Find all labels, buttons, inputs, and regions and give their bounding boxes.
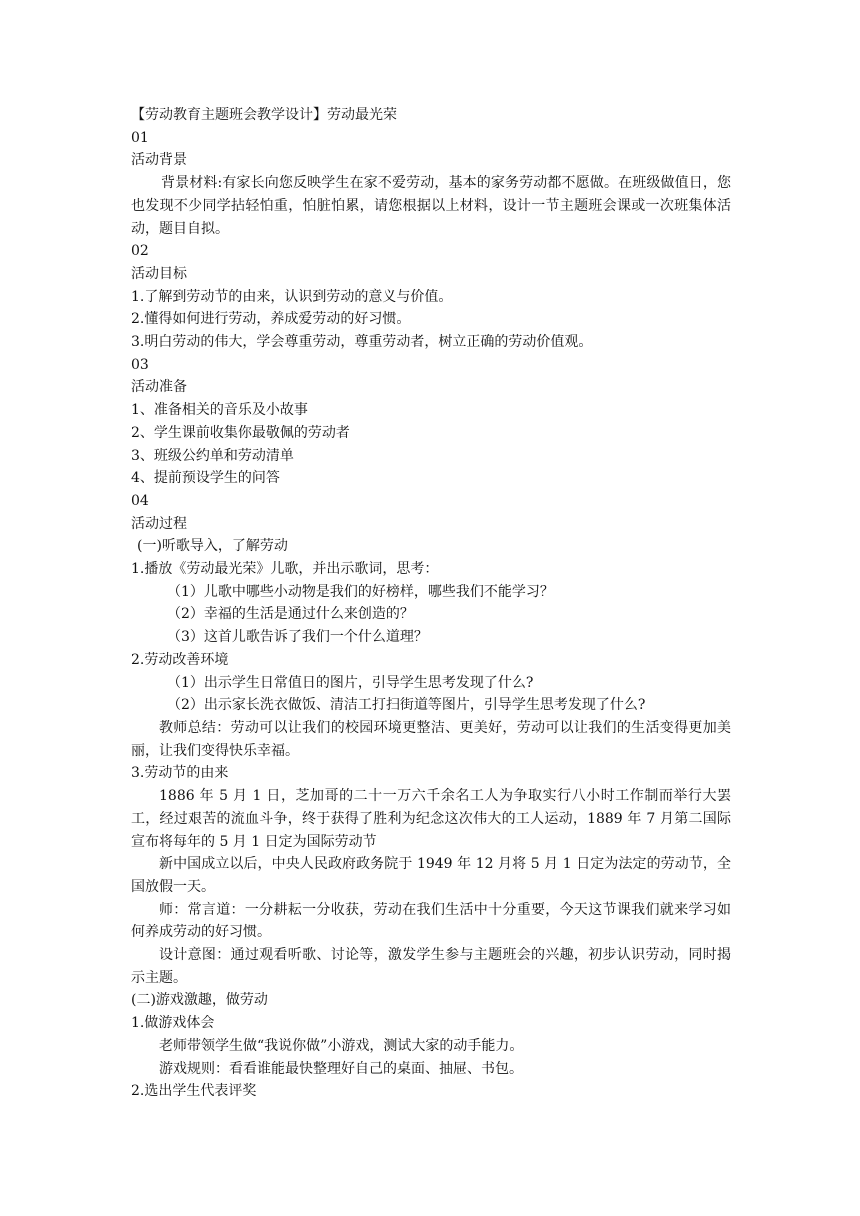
game-rules: 游戏规则：看看谁能最快整理好自己的桌面、抽屉、书包。: [159, 1060, 523, 1077]
section-heading: 活动背景: [131, 152, 187, 169]
preparation-item: 2、学生课前收集你最敬佩的劳动者: [131, 424, 350, 441]
step-title: 1.做游戏体会: [131, 1015, 215, 1032]
question-item: （2）幸福的生活是通过什么来创造的？: [167, 606, 414, 623]
step-title: 3.劳动节的由来: [131, 765, 229, 782]
step-title: 2.选出学生代表评奖: [131, 1083, 257, 1100]
step-title: 2.劳动改善环境: [131, 651, 229, 668]
section-number: 02: [131, 243, 149, 260]
section-number: 04: [131, 492, 149, 509]
objective-item: 1.了解到劳动节的由来，认识到劳动的意义与价值。: [131, 288, 453, 305]
objective-item: 2.懂得如何进行劳动，养成爱劳动的好习惯。: [131, 311, 411, 328]
section-heading: 活动目标: [131, 265, 187, 282]
document-title: 【劳动教育主题班会教学设计】劳动最光荣: [131, 107, 397, 123]
background-paragraph: 背景材料:有家长向您反映学生在家不爱劳动，基本的家务劳动都不愿做。在班级做值日，您也发现不少同学拈轻怕重，怕脏怕累，请您根据以上材料，设计一节主题班会课或一次班集体活动，题目自拟。: [131, 175, 731, 237]
preparation-item: 4、提前预设学生的问答: [131, 470, 280, 487]
history-paragraph: 新中国成立以后，中央人民政府政务院于 1949 年 12 月将 5 月 1 日定为法定的劳动节，全国放假一天。: [131, 856, 731, 895]
section-heading: 活动准备: [131, 379, 187, 396]
section-number: 01: [131, 129, 149, 146]
section-heading: 活动过程: [131, 515, 187, 532]
game-paragraph: 老师带领学生做“我说你做”小游戏，测试大家的动手能力。: [159, 1037, 524, 1054]
question-item: （1）儿歌中哪些小动物是我们的好榜样，哪些我们不能学习？: [167, 583, 554, 600]
section-number: 03: [131, 356, 149, 373]
design-intent: 设计意图：通过观看听歌、讨论等，激发学生参与主题班会的兴趣，初步认识劳动，同时揭示主题。: [131, 947, 731, 986]
preparation-item: 1、准备相关的音乐及小故事: [131, 402, 308, 419]
teacher-remark: 师：常言道：一分耕耘一分收获，劳动在我们生活中十分重要，今天这节课我们就来学习如何养成劳动的好习惯。: [131, 901, 731, 941]
question-item: （2）出示家长洗衣做饭、清洁工打扫街道等图片，引导学生思考发现了什么?: [167, 697, 646, 714]
subsection-heading: (一)听歌导入，了解劳动: [137, 538, 288, 555]
subsection-heading: (二)游戏激趣，做劳动: [131, 992, 268, 1009]
preparation-item: 3、班级公约单和劳动清单: [131, 447, 294, 464]
step-title: 1.播放《劳动最光荣》儿歌，并出示歌词，思考：: [131, 561, 439, 578]
question-item: （1）出示学生日常值日的图片，引导学生思考发现了什么?: [167, 674, 534, 691]
question-item: （3）这首儿歌告诉了我们一个什么道理？: [167, 629, 428, 646]
teacher-summary: 教师总结：劳动可以让我们的校园环境更整洁、更美好，劳动可以让我们的生活变得更加美丽，让我们变得快乐幸福。: [131, 719, 731, 759]
objective-item: 3.明白劳动的伟大，学会尊重劳动，尊重劳动者，树立正确的劳动价值观。: [131, 334, 593, 351]
document-body: [131, 104, 731, 1103]
history-paragraph: 1886 年 5 月 1 日，芝加哥的二十一万六千余名工人为争取实行八小时工作制而举行大罢工，经过艰苦的流血斗争，终于获得了胜利为纪念这次伟大的工人运动，1889 年 7 月第二国际宣布将每年的 5 月 1 日定为国际劳动节: [131, 788, 731, 850]
